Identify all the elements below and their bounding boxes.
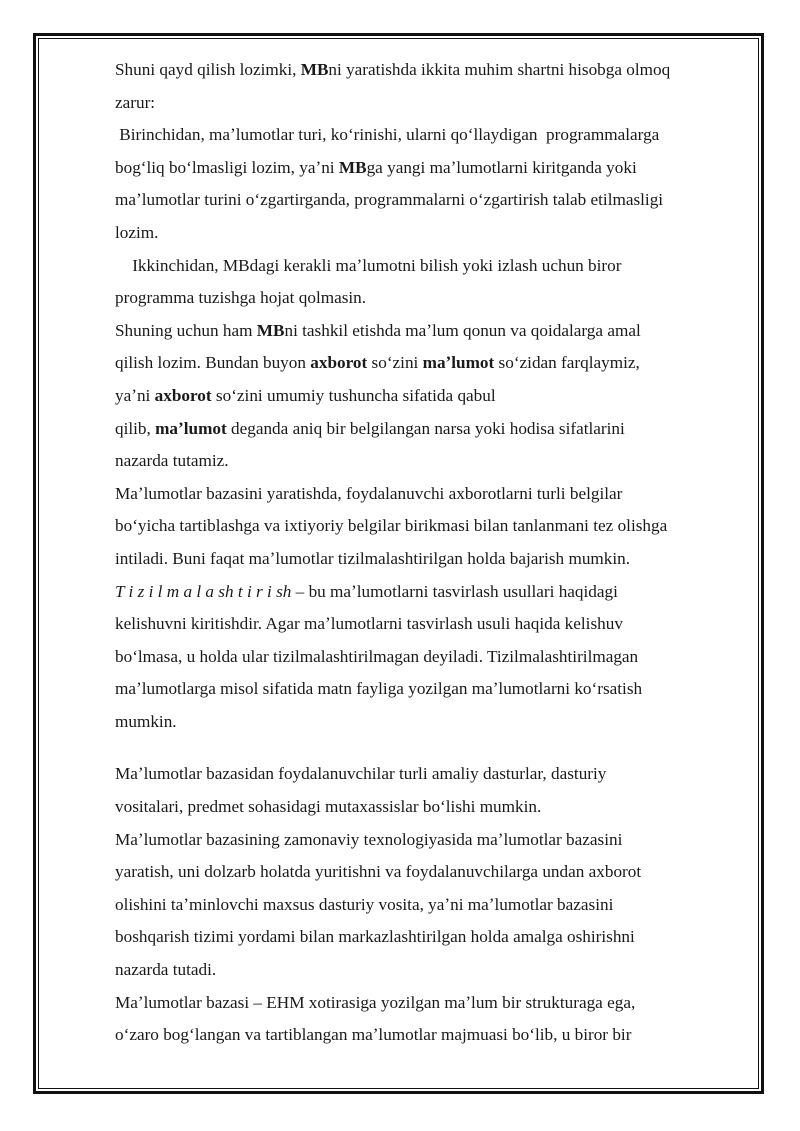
text-line [115,987,735,1020]
text-line [115,54,735,87]
text-line [115,608,735,641]
text-line [115,217,735,250]
text-line [115,184,735,217]
text-run: bogʻliq boʻlmasligi lozim, yaʼni [115,157,339,177]
text-run: Shuning uchun ham [115,320,257,340]
bold-term: axborot [154,385,212,405]
text-run: kelishuvni kiritishdir. Agar maʼlumotlarni tasvirlash usuli haqida kelishuv [115,614,623,634]
text-line [115,889,735,922]
text-run: Shuni qayd qilish lozimki, [115,60,301,79]
text-run: olishini taʼminlovchi maxsus dasturiy vosita, yaʼni maʼlumotlar bazasini [115,894,614,914]
text-line [115,380,735,413]
text-run: Maʼlumotlar bazasining zamonaviy texnologiyasida maʼlumotlar bazasini [115,829,623,849]
text-run: Maʼlumotlar bazasidan foydalanuvchilar turli amaliy dasturlar, dasturiy [115,764,607,784]
italic-term: T i z i l m a l a sh t i r i sh [115,581,292,601]
text-line [115,543,735,576]
text-line [115,250,735,283]
text-run: soʻzini umumiy tushuncha sifatida qabul [211,385,496,405]
text-run: maʼlumotlar turini oʻzgartirganda, programmalarni oʻzgartirish talab etilmasligi [115,190,664,210]
text-line [115,1019,735,1052]
text-run: ga yangi maʼlumotlarni kiritganda yoki [366,157,637,177]
bold-term: axborot [310,353,368,373]
text-line [115,282,735,315]
text-run: – bu maʼlumotlarni tasvirlash usullari haqidagi [291,581,618,601]
text-run: Birinchidan, maʼlumotlar turi, koʻrinishi, ularni qoʻllaydigan programmalarga [115,125,660,145]
bold-term: maʼlumot [155,418,227,438]
text-run: yaratish, uni dolzarb holatda yuritishni va foydalanuvchilarga undan axborot [115,862,642,882]
text-run: ni yaratishda ikkita muhim shartni hisobga olmoq [328,60,671,79]
text-run: qilib, [115,418,156,438]
text-line [115,791,735,824]
text-run: Maʼlumotlar bazasini yaratishda, foydalanuvchi axborotlarni turli belgilar [115,483,623,503]
text-run: soʻzini [367,353,423,373]
text-line [115,478,735,511]
text-run: boshqarish tizimi yordami bilan markazlashtirilgan holda amalga oshirishni [115,927,635,947]
text-run: ni tashkil etishda maʼlum qonun va qoidalarga amal [284,320,641,340]
text-run: maʼlumotlarga misol sifatida matn fayliga yozilgan maʼlumotlarni koʻrsatish [115,679,643,699]
text-line [115,856,735,889]
text-line [115,641,735,674]
text-line [115,706,735,739]
bold-term: MB [338,157,367,177]
text-line [115,824,735,857]
text-line [115,152,735,185]
text-run: boʻlmasa, u holda ular tizilmalashtirilmagan deyiladi. Tizilmalashtirilmagan [115,646,639,666]
text-run: programma tuzishga hojat qolmasin. [115,288,367,308]
text-line [115,413,735,446]
text-line [115,954,735,987]
text-line [115,347,735,380]
document-body [115,54,735,1052]
text-run: qilish lozim. Bundan buyon [115,353,311,373]
text-run: boʻyicha tartiblashga va ixtiyoriy belgilar birikmasi bilan tanlanmani tez olishga [115,516,668,536]
text-line [115,119,735,152]
bold-term: maʼlumot [422,353,495,373]
text-line [115,673,735,706]
text-line [115,445,735,478]
text-run: nazarda tutadi. [115,960,217,980]
bold-term: MB [300,60,329,79]
text-run: oʻzaro bogʻlangan va tartiblangan maʼlumotlar majmuasi boʻlib, u biror bir [115,1025,632,1045]
text-run: Ikkinchidan, MBdagi kerakli maʼlumotni bilish yoki izlash uchun biror [115,255,622,275]
text-run: intiladi. Buni faqat maʼlumotlar tizilmalashtirilgan holda bajarish mumkin. [115,548,631,568]
paragraph-gap [115,738,735,758]
text-run: vositalari, predmet sohasidagi mutaxassislar boʻlishi mumkin. [115,797,542,817]
text-run: deganda aniq bir belgilangan narsa yoki hodisa sifatlarini [226,418,625,438]
text-run: yaʼni [115,385,155,405]
text-run: soʻzidan farqlaymiz, [494,353,640,373]
text-line [115,315,735,348]
text-line [115,758,735,791]
text-line [115,510,735,543]
text-line [115,921,735,954]
text-run: Maʼlumotlar bazasi – EHM xotirasiga yozilgan maʼlum bir strukturaga ega, [115,992,636,1012]
text-run: lozim. [115,222,159,242]
bold-term: MB [256,320,285,340]
text-run: nazarda tutamiz. [115,451,229,471]
text-line [115,87,735,120]
text-run: mumkin. [115,711,177,731]
text-run: zarur: [115,92,156,112]
text-line [115,576,735,609]
